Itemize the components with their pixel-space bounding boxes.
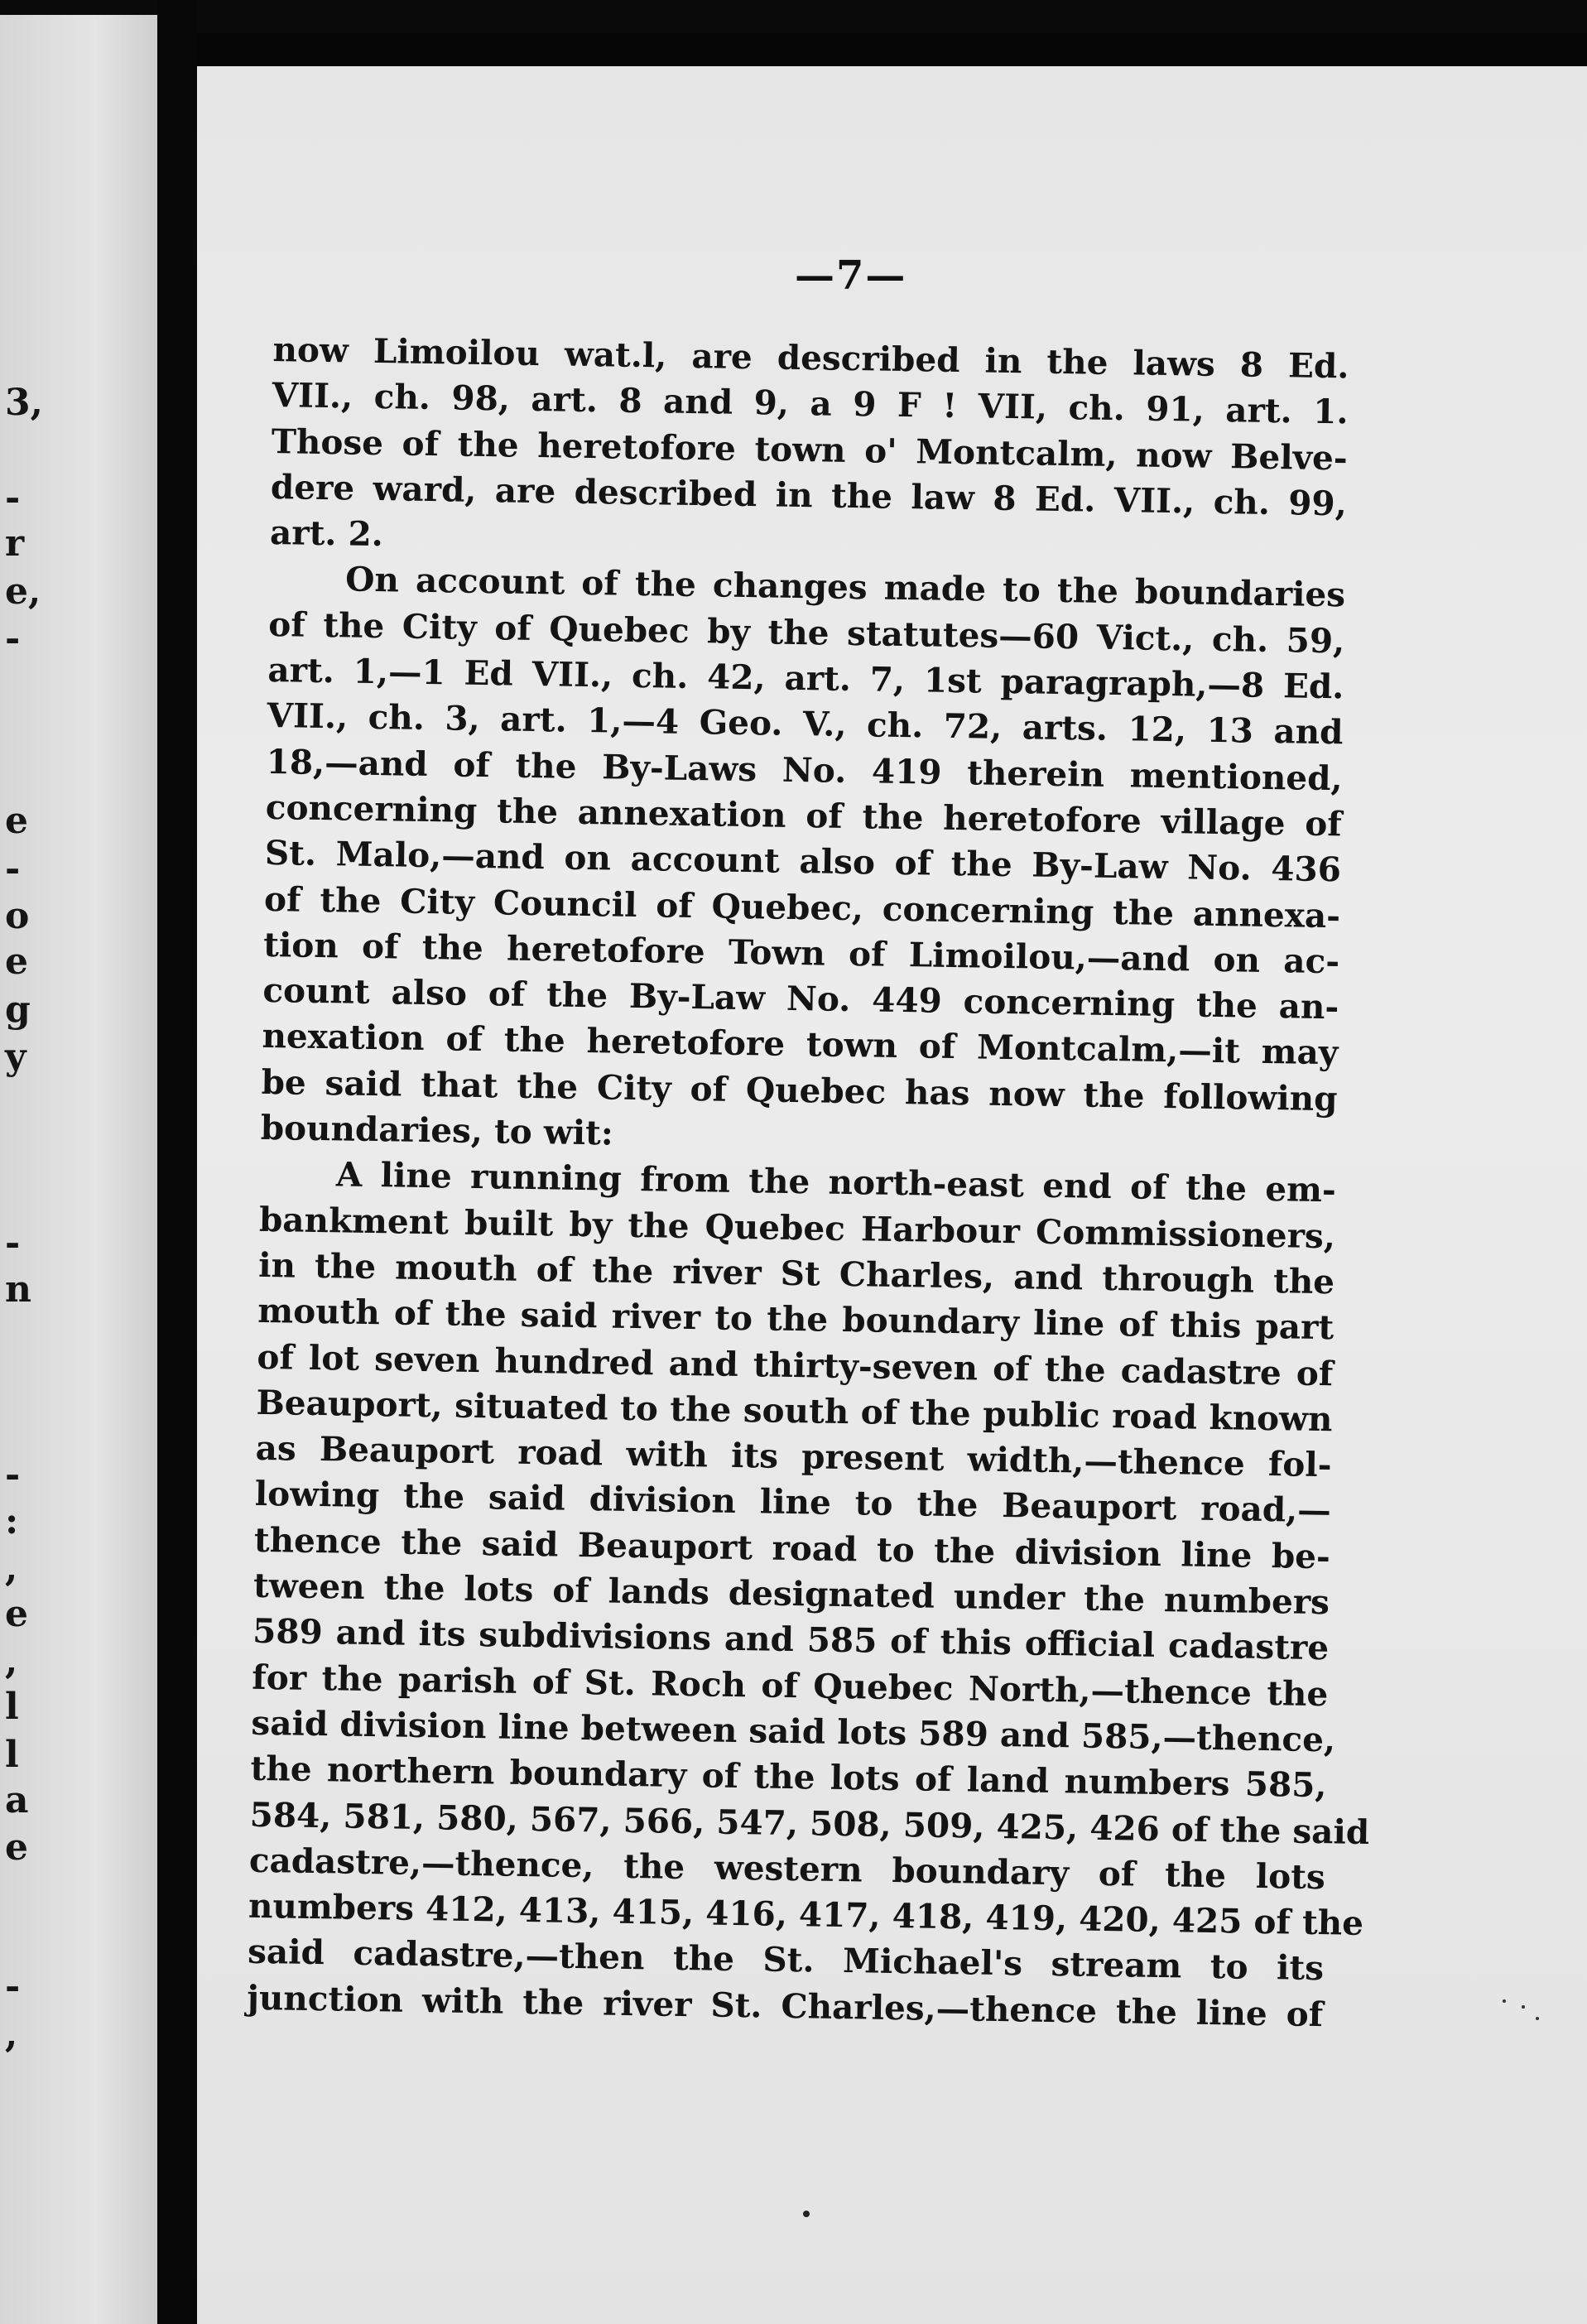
text-line: bankment built by the Quebec Harbour Commissioners,	[258, 1199, 1336, 1256]
text-line: as Beauport road with its present width,—thence fol-	[255, 1427, 1332, 1485]
text-line: thence the said Beauport road to the division line be-	[253, 1519, 1331, 1576]
text-line: cadastre,—thence, the western boundary of the lots	[248, 1840, 1326, 1897]
left-margin-fragment: -	[5, 1222, 21, 1264]
text-line: nexation of the heretofore town of Montcalm,—it may	[262, 1016, 1339, 1073]
text-line: Beauport, situated to the south of the public road known	[256, 1382, 1333, 1440]
left-margin-fragment: n	[5, 1268, 31, 1311]
text-line: be said that the City of Quebec has now the following	[261, 1061, 1338, 1119]
left-margin-fragment: e	[5, 1826, 28, 1869]
text-line: 589 and its subdivisions and 585 of this official cadastre	[252, 1611, 1330, 1668]
page-gutter	[157, 0, 197, 2324]
text-line: of the City Council of Quebec, concerning the annexa-	[263, 878, 1341, 936]
text-line: art. 2.	[269, 512, 384, 555]
text-line: art. 1,—1 Ed VII., ch. 42, art. 7, 1st paragraph,—8 Ed.	[267, 650, 1344, 707]
left-margin-fragment: ,	[5, 2014, 18, 2056]
left-margin-fragment: l	[5, 1734, 19, 1776]
left-margin-fragment: y	[5, 1036, 26, 1078]
text-line: 584, 581, 580, 567, 566, 547, 508, 509, 425, 426 of the said	[249, 1794, 1370, 1852]
text-line: tion of the heretofore Town of Limoilou,—and on ac-	[262, 924, 1340, 982]
left-margin-fragment: -	[5, 1966, 21, 2008]
text-line: junction with the river St. Charles,—thence the line of	[246, 1977, 1324, 2034]
left-margin-fragment: a	[5, 1779, 29, 1821]
text-line: mouth of the said river to the boundary line of this part	[257, 1291, 1335, 1348]
text-line: St. Malo,—and on account also of the By-Law No. 436	[264, 833, 1342, 890]
left-margin-fragment: o	[5, 895, 30, 937]
text-line: A line running from the north-east end of the em-	[335, 1154, 1337, 1210]
text-line: dere ward, are described in the law 8 Ed. VII., ch. 99,	[270, 466, 1348, 524]
scan-speck	[1503, 1999, 1506, 2003]
scan-speck	[1536, 2017, 1539, 2020]
text-line: boundaries, to wit:	[260, 1107, 614, 1153]
text-line: concerning the annexation of the heretofore village of	[265, 787, 1343, 844]
left-facing-page	[0, 15, 157, 2324]
left-margin-fragment: l	[5, 1686, 19, 1728]
text-line: of the City of Quebec by the statutes—60 Vict., ch. 59,	[267, 604, 1345, 662]
text-line: On account of the changes made to the boundaries	[344, 559, 1346, 615]
body-text	[246, 327, 1370, 2038]
text-line: the northern boundary of the lots of land numbers 585,	[250, 1748, 1327, 1806]
text-line: of lot seven hundred and thirty-seven of the cadastre of	[257, 1336, 1334, 1393]
left-margin-fragment: 3,	[5, 382, 43, 424]
left-margin-fragment: -	[5, 477, 21, 519]
text-line: said division line between said lots 589 and 585,—thence,	[251, 1702, 1336, 1760]
text-line: for the parish of St. Roch of Quebec North,—thence the	[252, 1657, 1329, 1714]
text-line: said cadastre,—then the St. Michael's stream to its	[247, 1932, 1325, 1989]
left-margin-fragment: :	[5, 1500, 19, 1542]
left-margin-fragment: -	[5, 618, 21, 660]
text-line: in the mouth of the river St Charles, and through the	[257, 1244, 1335, 1302]
left-margin-fragment: r	[5, 522, 25, 565]
text-line: lowing the said division line to the Beauport road,—	[254, 1474, 1332, 1531]
left-margin-fragment: ,	[5, 1640, 18, 1682]
left-margin-fragment: e	[5, 1593, 28, 1635]
bottom-ink-dot	[803, 2211, 810, 2217]
left-margin-fragment: -	[5, 1454, 21, 1496]
text-line: now Limoilou wat.l, are described in the laws 8 Ed.	[272, 329, 1349, 387]
top-shadow-band	[197, 33, 1587, 66]
text-line: numbers 412, 413, 415, 416, 417, 418, 419, 420, 425 of the	[248, 1885, 1364, 1944]
text-line: Those of the heretofore town o' Montcalm, now Belve-	[271, 421, 1349, 478]
page-number: —7—	[795, 253, 907, 299]
scan-speck	[1522, 2005, 1525, 2009]
text-line: VII., ch. 3, art. 1,—4 Geo. V., ch. 72, arts. 12, 13 and	[267, 695, 1344, 753]
text-line: 18,—and of the By-Laws No. 419 therein mentioned,	[266, 741, 1343, 799]
left-margin-fragment: e	[5, 941, 28, 983]
text-line: VII., ch. 98, art. 8 and 9, a 9 F ! VII, ch. 91, art. 1.	[272, 375, 1349, 432]
left-margin-fragment: e	[5, 800, 28, 842]
left-margin-fragment: -	[5, 848, 21, 890]
left-margin-fragment: ,	[5, 1547, 18, 1590]
text-line: count also of the By-Law No. 449 concerning the an-	[262, 970, 1339, 1027]
left-margin-fragment: e,	[5, 570, 41, 613]
left-margin-fragment: g	[5, 989, 31, 1031]
text-line: tween the lots of lands designated under the numbers	[252, 1565, 1330, 1623]
